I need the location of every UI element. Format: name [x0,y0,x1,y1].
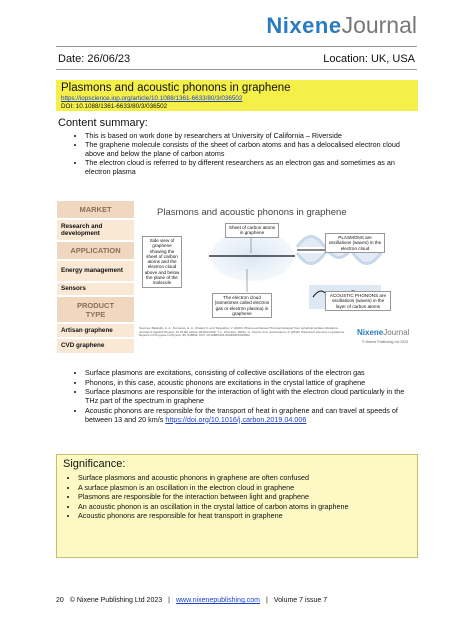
content-summary-heading: Content summary: [58,117,148,129]
product-value: CVD graphene [57,339,134,353]
footer-publisher: © Nixene Publishing Ltd 2023 [69,597,163,604]
figure-logo-main: Nixene [357,328,384,337]
application-value: Energy management [57,261,134,281]
market-heading: MARKET [57,201,134,218]
list-item: • The graphene molecule consists of the sheet of carbon atoms and has a delocalised electron cloud above and below the plane of carbon atoms [85,140,407,158]
note-electron-cloud: The electron cloud (sometimes called electron gas or electron plasma) in graphene [212,293,272,318]
note-sheet: Sheet of carbon atoms in graphene [225,223,279,238]
content-summary-list [67,131,407,176]
note-phonons: ACOUSTIC PHONONS are oscillations (waves) in the layer of carbon atoms [325,291,391,311]
doi-link[interactable]: https://doi.org/10.1016/j.carbon.2019.04.006 [165,414,307,424]
page-number: 20 [56,597,64,604]
list-item-text: Acoustic phonons are responsible for the transport of heat in graphene and can travel at speeds of between 13 and 20 km/s [85,405,398,424]
market-value: Research and development [57,220,134,240]
significance-box [56,454,418,558]
footer-volume: Volume 7 issue 7 [273,597,328,604]
list-item: • Plasmons are responsible for the interaction between light and graphene [78,492,411,501]
list-item: • An acoustic phonon is an oscillation in the crystal lattice of carbon atoms in graphene [78,502,411,511]
product-value: Artisan graphene [57,324,134,337]
list-item: • A surface plasmon is an oscillation in the electron cloud in graphene [78,483,411,492]
logo-sub-text: Journal [341,12,417,38]
list-item: • Surface plasmons and acoustic phonons in graphene are often confused [78,473,411,482]
article-title: Plasmons and acoustic phonons in graphene [61,82,291,94]
list-item: • Surface plasmons are responsible for the interaction of light with the electron cloud particularly in the THz part of the spectrum in graphene [85,387,407,405]
list-item [85,406,407,424]
location-text: Location: UK, USA [323,53,415,65]
significance-heading: Significance: [63,458,126,470]
figure-logo [357,328,409,337]
date-location-bar [58,53,415,65]
header-rule [56,46,417,47]
list-item: • The electron cloud is referred to by different researchers as an electron gas and sometimes as an electron plasma [85,158,407,176]
date-text: Date: 26/06/23 [58,53,131,65]
explanation-list [67,368,407,424]
list-item: • Acoustic phonons are responsible for heat transport in graphene [78,511,411,520]
figure-sidebar [57,201,134,356]
note-side-view: Side view of graphene showing the sheet of carbon atoms and the electron cloud above and below the plane of the molecule [142,236,182,288]
header-rule-bottom [56,69,417,70]
figure-logo-sub: Journal [383,328,410,337]
application-heading: APPLICATION [57,242,134,259]
page-footer [56,597,327,604]
footer-website-link[interactable]: www.nixenepublishing.com [175,597,261,604]
figure-sources: Sources: Balandin, A. A., Fomenko, G. A., Khaled, F. and Torgashev, V. (2023). Phonon-enhanced Thermal transport from spherical surface vibrations... Journal of Applied Physics. 10.1016/j.carbon.2019.04.006. Y. L. Voronkov, Nikitin. G., Petrov. S.G. and Fedorov. P. (2018). Plasmonic phonons in graphene. Reports on Progress in Physics. 80, 036502. DOI: 10.1088/1361-6633/80/3/036502 [139,326,345,338]
journal-logo [266,14,417,37]
list-item: • Surface plasmons are excitations, consisting of collective oscillations of the electron gas [85,368,407,377]
figure-copyright: © Nixene Publishing Ltd 2023 [361,340,409,344]
list-item: • Phonons, in this case, acoustic phonons are excitations in the crystal lattice of graphene [85,378,407,387]
list-item: • This is based on work done by researchers at University of California – Riverside [85,131,407,140]
article-doi: DOI: 10.1088/1361-6633/80/3/036502 [61,103,168,110]
footer-separator: | [168,597,170,604]
application-value: Sensors [57,283,134,295]
figure [57,201,419,356]
note-plasmons: PLASMONS are oscillations (waves) in the electron cloud [325,233,385,253]
footer-separator: | [266,597,268,604]
product-heading: PRODUCT TYPE [57,297,134,322]
figure-title: Plasmons and acoustic phonons in graphene [157,207,347,218]
article-link[interactable]: https://iopscience.iop.org/article/10.1088/1361-6633/80/3/036502 [61,95,243,102]
article-title-box [56,80,418,111]
logo-main-text: Nixene [266,13,342,38]
